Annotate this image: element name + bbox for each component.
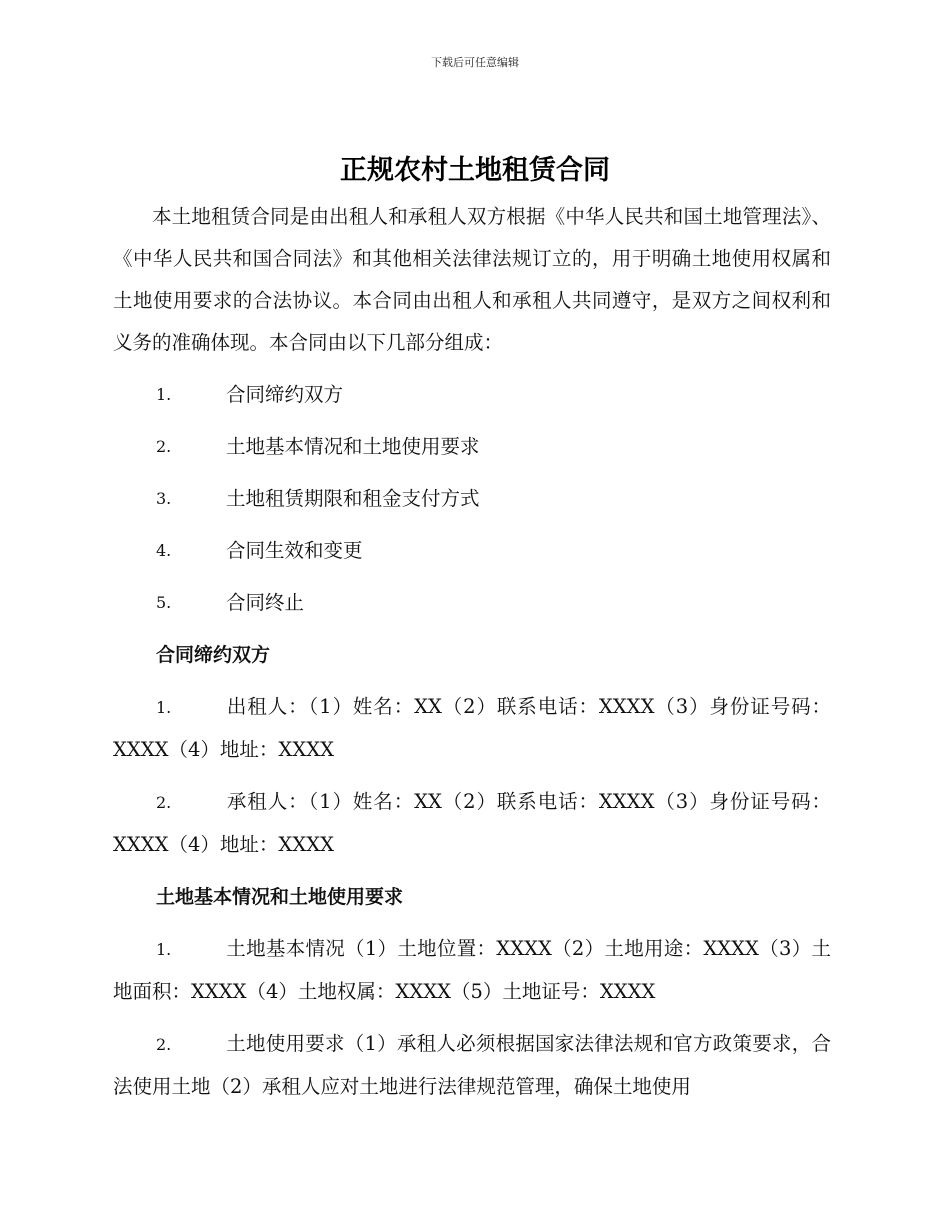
paragraph-number: 2. — [156, 793, 172, 812]
toc-item-number: 4. — [156, 541, 172, 560]
toc-item-number: 3. — [156, 489, 172, 508]
section-heading-parties: 合同缔约双方 — [156, 644, 271, 666]
toc-item — [113, 478, 831, 520]
toc-item-text: 合同终止 — [226, 591, 305, 614]
paragraph-number: 2. — [156, 1035, 172, 1054]
paragraph-text: 土地使用要求（1）承租人必须根据国家法律法规和官方政策要求，合法使用土地（2）承租人应对土地进行法律规范管理，确保土地使用 — [113, 1032, 831, 1098]
toc-item-text: 合同生效和变更 — [226, 539, 363, 562]
numbered-paragraph — [113, 928, 831, 1013]
paragraph-text: 承租人：（1）姓名：XX（2）联系电话：XXXX（3）身份证号码：XXXX（4）地址：XXXX — [113, 790, 831, 856]
toc-item — [113, 530, 831, 572]
toc-item-text: 合同缔约双方 — [226, 383, 344, 406]
numbered-paragraph — [113, 781, 831, 866]
section-heading-land-info: 土地基本情况和土地使用要求 — [156, 886, 404, 908]
toc-item-number: 5. — [156, 593, 172, 612]
paragraph-number: 1. — [156, 698, 172, 717]
intro-paragraph: 本土地租赁合同是由出租人和承租人双方根据《中华人民共和国土地管理法》、《中华人民共和国合同法》和其他相关法律法规订立的，用于明确土地使用权属和土地使用要求的合法协议。本合同由出租人和承租人共同遵守，是双方之间权利和义务的准确体现。本合同由以下几部分组成： — [113, 205, 831, 354]
toc-item — [113, 582, 831, 624]
paragraph-number: 1. — [156, 940, 172, 959]
toc-item-number: 2. — [156, 437, 172, 456]
toc-item — [113, 374, 831, 416]
document-title: 正规农村土地租赁合同 — [340, 155, 610, 186]
toc-item-text: 土地基本情况和土地使用要求 — [226, 435, 480, 458]
toc-item-text: 土地租赁期限和租金支付方式 — [226, 487, 480, 510]
numbered-paragraph — [113, 686, 831, 771]
toc-item-number: 1. — [156, 385, 172, 404]
document-body — [113, 196, 831, 1118]
numbered-paragraph — [113, 1023, 831, 1108]
paragraph-text: 土地基本情况（1）土地位置：XXXX（2）土地用途：XXXX（3）土地面积：XXXX（4）土地权属：XXXX（5）土地证号：XXXX — [113, 937, 831, 1003]
toc-item — [113, 426, 831, 468]
paragraph-text: 出租人：（1）姓名：XX（2）联系电话：XXXX（3）身份证号码：XXXX（4）地址：XXXX — [113, 695, 831, 761]
page-header-note: 下载后可任意编辑 — [431, 56, 519, 69]
